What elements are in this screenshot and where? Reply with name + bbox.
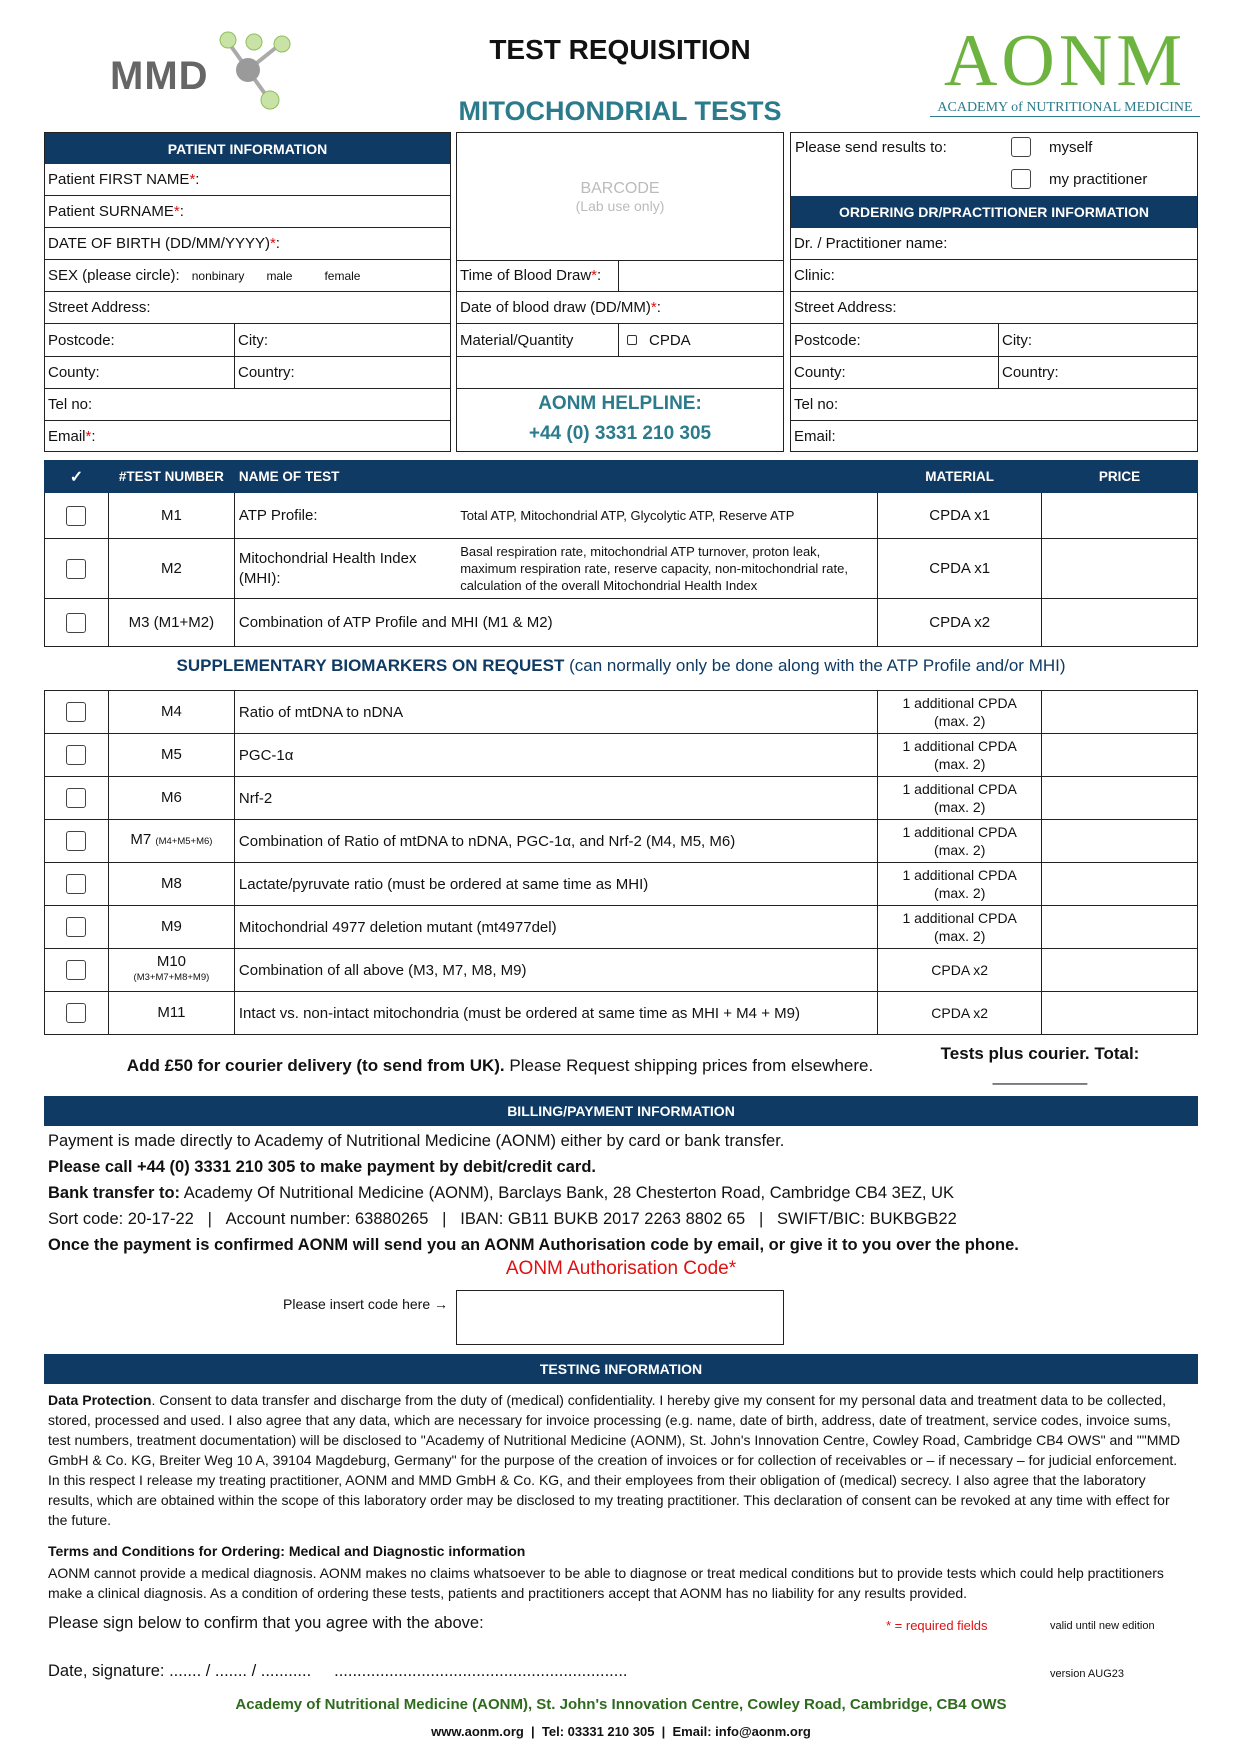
mmd-logo [108, 28, 308, 112]
test-material: 1 additional CPDA (max. 2) [878, 777, 1042, 820]
barcode-label: BARCODE [580, 179, 660, 197]
test-price-field[interactable] [1042, 949, 1198, 992]
page-title: TEST REQUISITION [489, 34, 751, 65]
date-draw-field[interactable]: Date of blood draw (DD/MM) * : [457, 292, 783, 324]
patient-county-row [45, 357, 450, 389]
table-row [45, 734, 1198, 777]
test-checkbox[interactable] [66, 559, 86, 579]
practitioner-street-field[interactable]: Street Address: [791, 292, 1197, 324]
test-name: Mitochondrial Health Index (MHI): [234, 539, 456, 599]
test-checkbox[interactable] [66, 613, 86, 633]
patient-surname-field[interactable]: Patient SURNAME * : [45, 196, 450, 228]
test-price-field[interactable] [1042, 493, 1198, 539]
tests-table [44, 460, 1198, 647]
aonm-wordmark: AONM [943, 20, 1187, 102]
test-number-sub: (M3+M7+M8+M9) [133, 972, 210, 983]
practitioner-city-field[interactable]: City: [998, 324, 1197, 356]
billing-confirm-line: Once the payment is confirmed AONM will send you an AONM Authorisation code by email, or give it to you over the phone. [48, 1236, 1019, 1254]
supplementary-note: (can normally only be done along with the ATP Profile and/or MHI) [569, 656, 1066, 675]
test-name: Ratio of mtDNA to nDNA [234, 691, 877, 734]
test-price-field[interactable] [1042, 599, 1198, 647]
test-number: M5 [108, 734, 234, 777]
terms-text: AONM cannot provide a medical diagnosis. AONM makes no claims whatsoever to be able to diagnose or treat medical conditions but to provide tests which could help practitioners make a clinical diagnosis. As a condition of ordering these tests, patients and practitioners accept that AONM has no liability for any results provided. [48, 1565, 1164, 1601]
table-row [45, 906, 1198, 949]
test-number: M1 [108, 493, 234, 539]
test-number-sub: (M4+M5+M6) [155, 836, 213, 847]
test-price-field[interactable] [1042, 691, 1198, 734]
patient-first-name-field[interactable]: Patient FIRST NAME * : [45, 164, 450, 196]
sign-instruction: Please sign below to confirm that you agree with the above: [48, 1614, 484, 1632]
test-checkbox[interactable] [66, 960, 86, 980]
practitioner-county-row [791, 357, 1197, 389]
date-signature-field[interactable]: Date, signature: ....... / ....... / ........... ................................................................ [48, 1662, 628, 1680]
test-name: Combination of all above (M3, M7, M8, M9) [234, 949, 877, 992]
table-row [45, 949, 1198, 992]
test-price-field[interactable] [1042, 539, 1198, 599]
test-number: M9 [108, 906, 234, 949]
test-material: CPDA x2 [878, 949, 1042, 992]
test-price-field[interactable] [1042, 863, 1198, 906]
supplementary-table [44, 690, 1198, 1035]
test-checkbox[interactable] [66, 831, 86, 851]
practitioner-country-field[interactable]: Country: [998, 357, 1197, 388]
table-row [45, 777, 1198, 820]
test-name: Lactate/pyruvate ratio (must be ordered at same time as MHI) [234, 863, 877, 906]
practitioner-postcode-field[interactable]: Postcode: [794, 331, 861, 349]
test-number: M10 (M3+M7+M8+M9) [108, 949, 234, 992]
data-protection-text: Data Protection. Consent to data transfer and discharge from the duty of (medical) confidentiality. I hereby give my consent for my personal data and treatment data to be collected, stored, processed and used. I also agree that any data, which are necessary for invoice processing (e.g. name, date of birth, address, date of treatment, service codes, invoice sums, test numbers, treatment documentation) will be disclosed to "Academy of Nutritional Medicine (AONM), St. John's Innovation Centre, Cowley Road, Cambridge CB4 OWS" and ""MMD GmbH & Co. KG, Breiter Weg 10 A, 39104 Magdeburg, Germany" for the purpose of the creation of invoices or for collection of receivables or – if necessary – for judicial enforcement. In this respect I release my treating practitioner, AONM and MMD GmbH & Co. KG, and their employees from their obligation of (medical) secrecy. I also agree that the laboratory results, which are obtained within the scope of this laboratory order may be disclosed to my treating practitioner. This declaration of consent can be revoked at any time with effect for the future. [48, 1392, 1181, 1528]
version-label: version AUG23 [1050, 1668, 1124, 1680]
table-row [45, 992, 1198, 1035]
required-fields-note: * = required fields [886, 1618, 988, 1633]
send-results-label: Please send results to: [795, 139, 947, 156]
practitioner-county-field[interactable]: County: [794, 364, 846, 381]
patient-info-heading: PATIENT INFORMATION [45, 133, 450, 164]
test-material: 1 additional CPDA (max. 2) [878, 820, 1042, 863]
test-name: PGC-1α [234, 734, 877, 777]
footer-address: Academy of Nutritional Medicine (AONM), St. John's Innovation Centre, Cowley Road, Cambridge, CB4 OWS [235, 1696, 1007, 1713]
courier-note: Add £50 for courier delivery (to send from UK). Please Request shipping prices from elsewhere. [126, 1056, 874, 1075]
test-number: M2 [108, 539, 234, 599]
material-extra-field[interactable] [457, 357, 783, 389]
practitioner-postcode-row [791, 324, 1197, 357]
billing-info [48, 1128, 1198, 1258]
table-row [45, 691, 1198, 734]
patient-postcode-field[interactable]: Postcode: [48, 331, 115, 349]
barcode-area [457, 133, 783, 261]
price-header: PRICE [1042, 461, 1198, 493]
auth-code-title: AONM Authorisation Code* [505, 1258, 737, 1279]
test-name: Intact vs. non-intact mitochondria (must be ordered at same time as MHI + M4 + M9) [234, 992, 877, 1035]
practitioner-clinic-field[interactable]: Clinic: [791, 260, 1197, 292]
patient-info-box [44, 132, 451, 452]
patient-tel-field[interactable]: Tel no: [45, 389, 450, 421]
test-number: M11 [108, 992, 234, 1035]
terms-title: Terms and Conditions for Ordering: Medical and Diagnostic information [48, 1543, 526, 1559]
table-row [45, 539, 1198, 599]
test-checkbox[interactable] [66, 788, 86, 808]
practitioner-email-field[interactable]: Email: [794, 427, 836, 445]
practitioner-box [790, 132, 1198, 452]
test-price-field[interactable] [1042, 992, 1198, 1035]
tests-header-row [45, 461, 1198, 493]
test-material: 1 additional CPDA (max. 2) [878, 691, 1042, 734]
test-price-field[interactable] [1042, 820, 1198, 863]
helpline-label: AONM HELPLINE: [538, 393, 702, 414]
cpda-checkbox[interactable] [627, 335, 637, 345]
test-name: Combination of ATP Profile and MHI (M1 & M2) [234, 599, 877, 647]
test-description: Basal respiration rate, mitochondrial ATP turnover, proton leak, maximum respiration rate, reserve capacity, non-mitochondrial rate, calculation of the overall Mitochondrial Health Index [456, 539, 878, 599]
practitioner-tel-field[interactable]: Tel no: [791, 389, 1197, 421]
test-name-header: NAME OF TEST [234, 461, 877, 493]
practitioner-name-field[interactable]: Dr. / Practitioner name: [791, 228, 1197, 260]
time-draw-row [457, 260, 783, 292]
test-number: M7 (M4+M5+M6) [108, 820, 234, 863]
bank-transfer-line: Bank transfer to: Academy Of Nutritional Medicine (AONM), Barclays Bank, 28 Chesterton Road, Cambridge CB4 3EZ, UK [48, 1184, 955, 1202]
test-name: Nrf-2 [234, 777, 877, 820]
material-cpda-option[interactable]: CPDA [618, 324, 783, 356]
test-checkbox[interactable] [66, 917, 86, 937]
test-material: 1 additional CPDA (max. 2) [878, 734, 1042, 777]
footer-contacts: www.aonm.org | Tel: 03331 210 305 | Email: info@aonm.org [431, 1724, 811, 1739]
material-row [457, 324, 783, 357]
patient-dob-field[interactable]: DATE OF BIRTH (DD/MM/YYYY) * : [45, 228, 450, 260]
test-number: M8 [108, 863, 234, 906]
material-label: Material/Quantity [460, 331, 574, 349]
patient-city-field[interactable]: City: [234, 324, 450, 356]
patient-postcode-row [45, 324, 450, 357]
send-to-practitioner-option[interactable]: my practitioner [1011, 169, 1147, 189]
practitioner-heading: ORDERING DR/PRACTITIONER INFORMATION [791, 196, 1197, 228]
test-checkbox[interactable] [66, 702, 86, 722]
test-number-header: #TEST NUMBER [108, 461, 234, 493]
time-draw-field[interactable] [618, 260, 783, 291]
auth-code-input[interactable] [456, 1290, 784, 1345]
test-checkbox[interactable] [66, 745, 86, 765]
test-checkbox[interactable] [66, 1003, 86, 1023]
test-number: M3 (M1+M2) [108, 599, 234, 647]
billing-line-2: Please call +44 (0) 3331 210 305 to make payment by debit/credit card. [48, 1158, 596, 1176]
test-name: Combination of Ratio of mtDNA to nDNA, PGC-1α, and Nrf-2 (M4, M5, M6) [234, 820, 877, 863]
supplementary-heading: SUPPLEMENTARY BIOMARKERS ON REQUEST (can normally only be done along with the ATP Profile and/or MHI) [176, 656, 1066, 675]
test-price-field[interactable] [1042, 906, 1198, 949]
test-description: Total ATP, Mitochondrial ATP, Glycolytic ATP, Reserve ATP [456, 493, 878, 539]
test-name: ATP Profile: [234, 493, 456, 539]
aonm-tagline: ACADEMY of NUTRITIONAL MEDICINE [930, 100, 1200, 117]
patient-email-field[interactable]: Email * : [48, 427, 96, 445]
sex-option-male[interactable]: male [266, 268, 293, 283]
table-row [45, 599, 1198, 647]
sex-option-female[interactable]: female [324, 268, 361, 283]
practitioner-checkbox[interactable] [1011, 169, 1031, 189]
material-header: MATERIAL [878, 461, 1042, 493]
test-material: CPDA x1 [878, 493, 1042, 539]
test-checkbox[interactable] [66, 874, 86, 894]
send-to-myself-option[interactable]: myself [1011, 137, 1092, 157]
page-subtitle: MITOCHONDRIAL TESTS [458, 96, 782, 126]
testing-heading: TESTING INFORMATION [44, 1354, 1198, 1384]
select-all-check-icon: ✓ [45, 461, 109, 493]
test-name: Mitochondrial 4977 deletion mutant (mt4977del) [234, 906, 877, 949]
test-number: M6 [108, 777, 234, 820]
lab-box [456, 132, 784, 452]
barcode-sublabel: (Lab use only) [575, 197, 665, 214]
test-material: 1 additional CPDA (max. 2) [878, 863, 1042, 906]
bank-details-line: Sort code: 20-17-22 | Account number: 63880265 | IBAN: GB11 BUKB 2017 2263 8802 65 | SWIFT/BIC: BUKBGB22 [48, 1210, 957, 1228]
test-checkbox[interactable] [66, 506, 86, 526]
total-label: Tests plus courier. Total: [940, 1044, 1140, 1063]
aonm-logo [930, 22, 1200, 122]
billing-line-1: Payment is made directly to Academy of Nutritional Medicine (AONM) either by card or bank transfer. [48, 1132, 785, 1150]
patient-sex-field[interactable]: SEX (please circle): nonbinary male female [45, 260, 450, 292]
table-row [45, 863, 1198, 906]
helpline-number[interactable]: +44 (0) 3331 210 305 [528, 423, 712, 444]
test-price-field[interactable] [1042, 777, 1198, 820]
mmd-wordmark: MMD [110, 54, 209, 98]
time-draw-label: Time of Blood Draw * : [460, 267, 602, 284]
test-number: M4 [108, 691, 234, 734]
patient-country-field[interactable]: Country: [234, 357, 450, 388]
test-material: 1 additional CPDA (max. 2) [878, 906, 1042, 949]
patient-street-field[interactable]: Street Address: [45, 292, 450, 324]
test-material: CPDA x1 [878, 539, 1042, 599]
test-material: CPDA x2 [878, 599, 1042, 647]
billing-heading: BILLING/PAYMENT INFORMATION [44, 1096, 1198, 1126]
patient-county-field[interactable]: County: [48, 364, 100, 381]
test-price-field[interactable] [1042, 734, 1198, 777]
auth-code-hint: Please insert code here → [283, 1296, 448, 1312]
table-row [45, 493, 1198, 539]
total-field[interactable]: __________ [992, 1066, 1088, 1085]
valid-note: valid until new edition [1050, 1620, 1155, 1632]
table-row [45, 820, 1198, 863]
myself-checkbox[interactable] [1011, 137, 1031, 157]
sex-option-nonbinary[interactable]: nonbinary [191, 268, 245, 283]
test-material: CPDA x2 [878, 992, 1042, 1035]
